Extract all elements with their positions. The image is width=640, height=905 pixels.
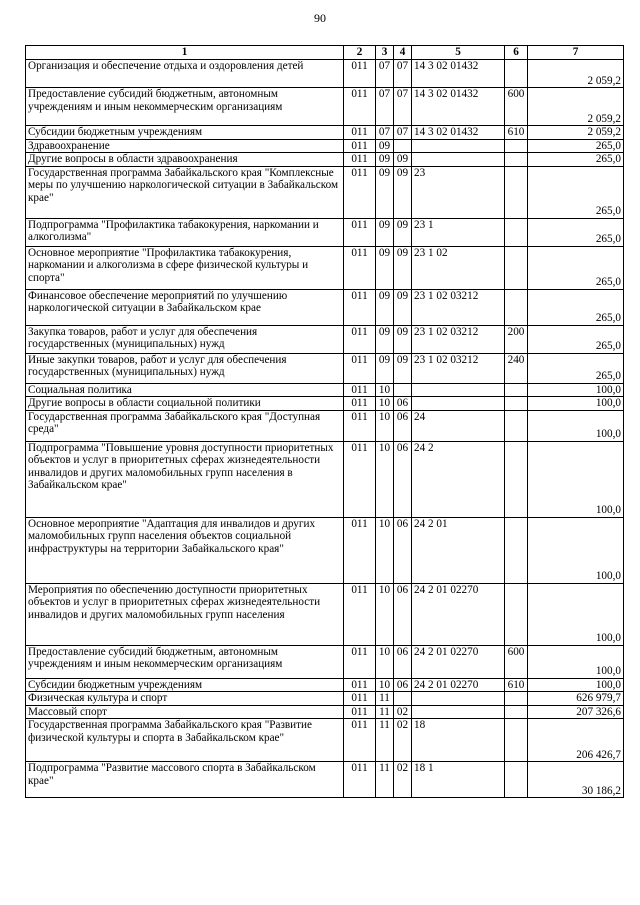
section-code-cell: 07 — [376, 60, 394, 88]
subsection-code-cell: 02 — [394, 719, 412, 762]
amount-cell: 100,0 — [528, 678, 624, 692]
amount-cell: 265,0 — [528, 166, 624, 218]
amount-cell: 207 326,6 — [528, 705, 624, 719]
target-article-cell: 24 2 01 02270 — [412, 645, 505, 678]
section-code-cell: 11 — [376, 762, 394, 798]
table-row — [26, 441, 624, 517]
table-header-row — [26, 46, 624, 60]
grbs-code-cell: 011 — [344, 705, 376, 719]
section-code-cell: 07 — [376, 126, 394, 140]
expense-type-cell — [505, 246, 528, 289]
subsection-code-cell — [394, 383, 412, 397]
target-article-cell: 14 3 02 01432 — [412, 60, 505, 88]
row-name-cell: Предоставление субсидий бюджетным, автономным учреждениям и иным некоммерческим организациям — [26, 88, 344, 126]
amount-cell: 2 059,2 — [528, 88, 624, 126]
budget-table — [25, 45, 624, 798]
target-article-cell: 24 — [412, 410, 505, 441]
row-name-cell: Предоставление субсидий бюджетным, автономным учреждениям и иным некоммерческим организациям — [26, 645, 344, 678]
section-code-cell: 09 — [376, 325, 394, 353]
grbs-code-cell: 011 — [344, 583, 376, 645]
expense-type-cell — [505, 289, 528, 325]
grbs-code-cell: 011 — [344, 441, 376, 517]
section-code-cell: 10 — [376, 678, 394, 692]
row-name-cell: Иные закупки товаров, работ и услуг для обеспечения государственных (муниципальных) нужд — [26, 353, 344, 383]
subsection-code-cell: 09 — [394, 289, 412, 325]
target-article-cell: 24 2 01 02270 — [412, 583, 505, 645]
subsection-code-cell: 09 — [394, 218, 412, 246]
amount-cell: 100,0 — [528, 583, 624, 645]
expense-type-cell: 240 — [505, 353, 528, 383]
section-code-cell: 10 — [376, 645, 394, 678]
grbs-code-cell: 011 — [344, 289, 376, 325]
table-row — [26, 126, 624, 140]
page-number: 90 — [314, 11, 326, 25]
section-code-cell: 09 — [376, 289, 394, 325]
target-article-cell: 23 1 — [412, 218, 505, 246]
amount-cell: 265,0 — [528, 246, 624, 289]
column-header: 5 — [412, 46, 505, 60]
subsection-code-cell: 09 — [394, 166, 412, 218]
row-name-cell: Здравоохранение — [26, 139, 344, 153]
subsection-code-cell: 06 — [394, 517, 412, 583]
expense-type-cell — [505, 583, 528, 645]
table-row — [26, 383, 624, 397]
subsection-code-cell: 02 — [394, 762, 412, 798]
table-row — [26, 762, 624, 798]
table-row — [26, 353, 624, 383]
section-code-cell: 09 — [376, 166, 394, 218]
expense-type-cell — [505, 705, 528, 719]
expense-type-cell — [505, 410, 528, 441]
amount-cell: 265,0 — [528, 218, 624, 246]
target-article-cell: 24 2 01 02270 — [412, 678, 505, 692]
section-code-cell: 11 — [376, 705, 394, 719]
grbs-code-cell: 011 — [344, 88, 376, 126]
column-header: 2 — [344, 46, 376, 60]
expense-type-cell — [505, 517, 528, 583]
target-article-cell — [412, 397, 505, 411]
table-row — [26, 139, 624, 153]
expense-type-cell — [505, 383, 528, 397]
column-header: 1 — [26, 46, 344, 60]
amount-cell: 265,0 — [528, 153, 624, 167]
amount-cell: 265,0 — [528, 139, 624, 153]
table-row — [26, 719, 624, 762]
section-code-cell: 09 — [376, 353, 394, 383]
grbs-code-cell: 011 — [344, 353, 376, 383]
target-article-cell — [412, 383, 505, 397]
expense-type-cell: 600 — [505, 88, 528, 126]
target-article-cell: 24 2 — [412, 441, 505, 517]
target-article-cell — [412, 705, 505, 719]
grbs-code-cell: 011 — [344, 397, 376, 411]
table-row — [26, 583, 624, 645]
subsection-code-cell: 09 — [394, 153, 412, 167]
expense-type-cell — [505, 166, 528, 218]
expense-type-cell — [505, 60, 528, 88]
row-name-cell: Другие вопросы в области социальной политики — [26, 397, 344, 411]
row-name-cell: Массовый спорт — [26, 705, 344, 719]
subsection-code-cell: 06 — [394, 645, 412, 678]
amount-cell: 100,0 — [528, 645, 624, 678]
amount-cell: 30 186,2 — [528, 762, 624, 798]
expense-type-cell — [505, 719, 528, 762]
subsection-code-cell: 06 — [394, 441, 412, 517]
section-code-cell: 10 — [376, 397, 394, 411]
expense-type-cell: 610 — [505, 678, 528, 692]
expense-type-cell: 600 — [505, 645, 528, 678]
table-row — [26, 60, 624, 88]
section-code-cell: 09 — [376, 246, 394, 289]
expense-type-cell — [505, 139, 528, 153]
subsection-code-cell: 06 — [394, 397, 412, 411]
row-name-cell: Субсидии бюджетным учреждениям — [26, 126, 344, 140]
amount-cell: 100,0 — [528, 441, 624, 517]
grbs-code-cell: 011 — [344, 692, 376, 706]
subsection-code-cell: 09 — [394, 353, 412, 383]
expense-type-cell: 610 — [505, 126, 528, 140]
row-name-cell: Другие вопросы в области здравоохранения — [26, 153, 344, 167]
row-name-cell: Мероприятия по обеспечению доступности приоритетных объектов и услуг в приоритетных сферах жизнедеятельности инвалидов и других маломобильных групп населения — [26, 583, 344, 645]
section-code-cell: 10 — [376, 383, 394, 397]
amount-cell: 100,0 — [528, 517, 624, 583]
table-row — [26, 88, 624, 126]
grbs-code-cell: 011 — [344, 517, 376, 583]
grbs-code-cell: 011 — [344, 139, 376, 153]
target-article-cell: 14 3 02 01432 — [412, 88, 505, 126]
table-row — [26, 166, 624, 218]
section-code-cell: 09 — [376, 139, 394, 153]
target-article-cell: 23 1 02 03212 — [412, 353, 505, 383]
subsection-code-cell: 07 — [394, 88, 412, 126]
expense-type-cell — [505, 692, 528, 706]
section-code-cell: 10 — [376, 583, 394, 645]
row-name-cell: Субсидии бюджетным учреждениям — [26, 678, 344, 692]
grbs-code-cell: 011 — [344, 383, 376, 397]
grbs-code-cell: 011 — [344, 762, 376, 798]
amount-cell: 265,0 — [528, 353, 624, 383]
row-name-cell: Государственная программа Забайкальского края "Комплексные меры по улучшению наркологической ситуации в Забайкальском крае" — [26, 166, 344, 218]
grbs-code-cell: 011 — [344, 60, 376, 88]
expense-type-cell — [505, 397, 528, 411]
target-article-cell: 18 1 — [412, 762, 505, 798]
amount-cell: 265,0 — [528, 325, 624, 353]
row-name-cell: Основное мероприятие "Адаптация для инвалидов и других маломобильных групп населения объектов социальной инфраструктуры на территории Забайкальского края" — [26, 517, 344, 583]
row-name-cell: Основное мероприятие "Профилактика табакокурения, наркомании и алкоголизма в сфере физической культуры и спорта" — [26, 246, 344, 289]
expense-type-cell — [505, 153, 528, 167]
target-article-cell: 23 1 02 03212 — [412, 289, 505, 325]
subsection-code-cell: 06 — [394, 678, 412, 692]
amount-cell: 100,0 — [528, 383, 624, 397]
subsection-code-cell: 06 — [394, 410, 412, 441]
subsection-code-cell: 07 — [394, 126, 412, 140]
amount-cell: 2 059,2 — [528, 126, 624, 140]
section-code-cell: 09 — [376, 153, 394, 167]
table-row — [26, 645, 624, 678]
grbs-code-cell: 011 — [344, 166, 376, 218]
subsection-code-cell: 09 — [394, 246, 412, 289]
amount-cell: 2 059,2 — [528, 60, 624, 88]
target-article-cell: 23 — [412, 166, 505, 218]
row-name-cell: Государственная программа Забайкальского края "Развитие физической культуры и спорта в Забайкальском крае" — [26, 719, 344, 762]
table-row — [26, 705, 624, 719]
table-row — [26, 246, 624, 289]
grbs-code-cell: 011 — [344, 153, 376, 167]
expense-type-cell: 200 — [505, 325, 528, 353]
row-name-cell: Финансовое обеспечение мероприятий по улучшению наркологической ситуации в Забайкальском крае — [26, 289, 344, 325]
column-header: 7 — [528, 46, 624, 60]
table-row — [26, 410, 624, 441]
section-code-cell: 07 — [376, 88, 394, 126]
column-header: 6 — [505, 46, 528, 60]
table-row — [26, 325, 624, 353]
column-header: 3 — [376, 46, 394, 60]
subsection-code-cell: 07 — [394, 60, 412, 88]
section-code-cell: 10 — [376, 410, 394, 441]
subsection-code-cell: 09 — [394, 325, 412, 353]
row-name-cell: Подпрограмма "Повышение уровня доступности приоритетных объектов и услуг в приоритетных сферах жизнедеятельности инвалидов и других маломобильных групп населения в Забайкальском крае" — [26, 441, 344, 517]
table-row — [26, 397, 624, 411]
row-name-cell: Подпрограмма "Развитие массового спорта в Забайкальском крае" — [26, 762, 344, 798]
grbs-code-cell: 011 — [344, 218, 376, 246]
column-header: 4 — [394, 46, 412, 60]
row-name-cell: Физическая культура и спорт — [26, 692, 344, 706]
row-name-cell: Организация и обеспечение отдыха и оздоровления детей — [26, 60, 344, 88]
amount-cell: 265,0 — [528, 289, 624, 325]
expense-type-cell — [505, 441, 528, 517]
amount-cell: 100,0 — [528, 397, 624, 411]
expense-type-cell — [505, 218, 528, 246]
amount-cell: 626 979,7 — [528, 692, 624, 706]
section-code-cell: 10 — [376, 517, 394, 583]
target-article-cell — [412, 692, 505, 706]
table-row — [26, 692, 624, 706]
target-article-cell — [412, 139, 505, 153]
target-article-cell: 23 1 02 — [412, 246, 505, 289]
section-code-cell: 10 — [376, 441, 394, 517]
grbs-code-cell: 011 — [344, 678, 376, 692]
row-name-cell: Государственная программа Забайкальского края "Доступная среда" — [26, 410, 344, 441]
grbs-code-cell: 011 — [344, 325, 376, 353]
table-row — [26, 289, 624, 325]
amount-cell: 206 426,7 — [528, 719, 624, 762]
subsection-code-cell: 02 — [394, 705, 412, 719]
table-row — [26, 678, 624, 692]
subsection-code-cell — [394, 139, 412, 153]
section-code-cell: 11 — [376, 692, 394, 706]
grbs-code-cell: 011 — [344, 719, 376, 762]
amount-cell: 100,0 — [528, 410, 624, 441]
subsection-code-cell — [394, 692, 412, 706]
target-article-cell: 24 2 01 — [412, 517, 505, 583]
table-row — [26, 153, 624, 167]
row-name-cell: Подпрограмма "Профилактика табакокурения, наркомании и алкоголизма" — [26, 218, 344, 246]
table-row — [26, 218, 624, 246]
section-code-cell: 11 — [376, 719, 394, 762]
row-name-cell: Закупка товаров, работ и услуг для обеспечения государственных (муниципальных) нужд — [26, 325, 344, 353]
grbs-code-cell: 011 — [344, 410, 376, 441]
target-article-cell: 23 1 02 03212 — [412, 325, 505, 353]
grbs-code-cell: 011 — [344, 246, 376, 289]
grbs-code-cell: 011 — [344, 126, 376, 140]
expense-type-cell — [505, 762, 528, 798]
target-article-cell — [412, 153, 505, 167]
target-article-cell: 18 — [412, 719, 505, 762]
row-name-cell: Социальная политика — [26, 383, 344, 397]
section-code-cell: 09 — [376, 218, 394, 246]
subsection-code-cell: 06 — [394, 583, 412, 645]
target-article-cell: 14 3 02 01432 — [412, 126, 505, 140]
table-row — [26, 517, 624, 583]
grbs-code-cell: 011 — [344, 645, 376, 678]
